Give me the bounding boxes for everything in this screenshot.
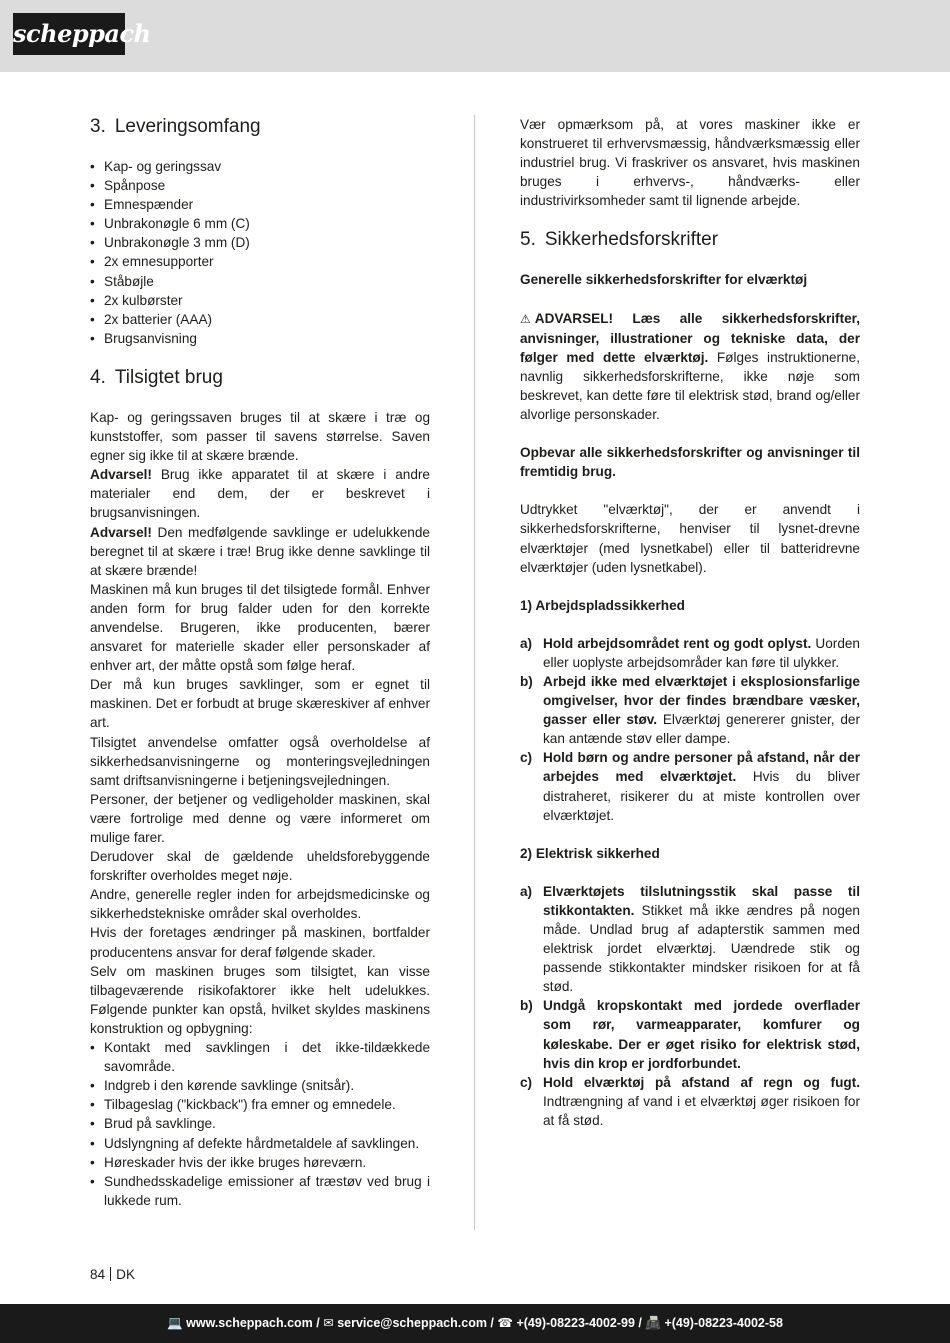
subheading-work-area-safety: 1) Arbejdspladssikkerhed xyxy=(520,597,685,613)
warning-paragraph xyxy=(520,309,860,425)
list-item: • Udslyngning af defekte hårdmetaldele af savklingen. xyxy=(90,1134,430,1153)
list-item: • 2x emnesupporter xyxy=(90,252,430,271)
list-item: c) Hold børn og andre personer på afstand, når der arbejdes med elværktøjet. Hvis du bliver distraheret, risikerer du at miste kontrollen over elværktøjet. xyxy=(520,750,860,823)
fax-icon: 📠 xyxy=(645,1316,661,1330)
section-5-title: Sikkerhedsforskrifter xyxy=(544,229,719,251)
email-link[interactable]: service@scheppach.com / xyxy=(337,1316,494,1330)
list-item: • Sundhedsskadelige emissioner af træstøv ved brug i lukkede rum. xyxy=(90,1172,430,1210)
intended-use-paragraph: Kap- og geringssaven bruges til at skære i træ og kunststoffer, som passer til savens størrelse. Saven egner sig ikke til at skære brænde. xyxy=(90,409,430,464)
list-item: • 2x batterier (AAA) xyxy=(90,310,430,329)
page-number-value: 84 xyxy=(90,1267,106,1282)
section-4-heading xyxy=(90,366,430,390)
list-item: a) Elværktøjets tilslutningsstik skal passe til stikkontakten. Stikket må ikke ændres på nogen måde. Undlad brug af adapterstik sammen med elektrisk jordet elværktøj. Uændrede stik og passende stikkontakter mindsker risikoen for at få stød. xyxy=(520,883,860,995)
page-separator xyxy=(110,1267,111,1281)
right-column xyxy=(520,115,860,1130)
term-paragraph: Udtrykket "elværktøj", der er anvendt i sikkerhedsforskrifterne, henviser til lysnet-drevne elværktøjer (med lysnetkabel) eller til batteridrevne elværktøjer (uden lysnetkabel). xyxy=(520,502,860,575)
section-3-heading xyxy=(90,115,430,139)
list-item: b) Arbejd ikke med elværktøjet i eksplosionsfarlige omgivelser, hvor der findes brændbare væsker, gasser eller støv. Elværktøj genererer gnister, der kan antænde støv eller dampe. xyxy=(520,673,860,747)
paragraph: Maskinen må kun bruges til det tilsigtede formål. Enhver anden form for brug falder uden for den korrekte anvendelse. Brugeren, ikke producenten, bærer ansvaret for materielle skader eller personskader af enhver art, der måtte opstå som følge heraf. xyxy=(90,581,430,674)
list-item: • Høreskader hvis der ikke bruges høreværn. xyxy=(90,1153,430,1172)
list-item: • Brugsanvisning xyxy=(90,329,430,348)
list-item: • Indgreb i den kørende savklinge (snitsår). xyxy=(90,1076,430,1095)
phone-icon: ☎ xyxy=(497,1316,513,1330)
warning-text: Følges instruktionerne, navnlig sikkerhedsforskrifterne, ikke nøje som beskrevet, kan dette føre til elektrisk stød, brand og/eller alvorlige personskader. xyxy=(520,349,860,423)
warning-paragraph-1 xyxy=(90,465,430,522)
paragraph: Tilsigtet anvendelse omfatter også overholdelse af sikkerhedsanvisningerne og monteringsvejledningen samt driftsanvisningerne i betjeningsvejledningen. xyxy=(90,734,430,788)
page-language: DK xyxy=(116,1267,136,1282)
list-item: • Unbrakonøgle 6 mm (C) xyxy=(90,214,430,233)
list-item: • Spånpose xyxy=(90,176,430,195)
delivery-list xyxy=(90,157,430,348)
section-4-number: 4. xyxy=(90,366,106,388)
computer-icon: 💻 xyxy=(167,1316,183,1330)
paragraph: Der må kun bruges savklinger, som er egnet til maskinen. Det er forbudt at bruge skæreskiver af enhver art. xyxy=(90,677,431,731)
residual-risk-list xyxy=(90,1038,430,1210)
phone-number: +(49)-08223-4002-99 / xyxy=(516,1316,642,1330)
mail-icon: ✉ xyxy=(323,1316,334,1330)
list-item: c) Hold elværktøj på afstand af regn og fugt. Indtrængning af vand i et elværktøj øger risikoen for at få stød. xyxy=(520,1074,860,1128)
section-3-number: 3. xyxy=(90,116,106,137)
section-4-title: Tilsigtet brug xyxy=(114,366,223,388)
warning-triangle-icon: ⚠ xyxy=(520,311,531,326)
electrical-safety-list xyxy=(520,882,860,1130)
warning-bold-text: ADVARSEL! Læs alle sikkerhedsforskrifter, anvisninger, illustrationer og tekniske data, der følger med dette elværktøj. xyxy=(520,310,860,365)
list-item: • Tilbageslag ("kickback") fra emner og emnedele. xyxy=(90,1095,430,1114)
work-area-safety-list xyxy=(520,634,860,825)
section-5-number: 5. xyxy=(520,229,536,251)
intro-paragraph: Vær opmærksom på, at vores maskiner ikke er konstrueret til erhvervsmæssig, håndværksmæssig eller industriel brug. Vi fraskriver os ansvaret, hvis maskinen bruges i erhvervs-, håndværks- eller industrivirksomheder samt til lignende arbejde. xyxy=(520,117,860,209)
warning-label: Advarsel! xyxy=(90,524,152,540)
footer-contact-bar xyxy=(0,1304,950,1343)
list-item: • Kap- og geringssav xyxy=(90,157,430,176)
warning-paragraph-2 xyxy=(90,523,430,580)
website-link[interactable]: www.scheppach.com / xyxy=(186,1316,320,1330)
fax-number: +(49)-08223-4002-58 xyxy=(664,1316,783,1330)
section-5-heading xyxy=(520,228,860,252)
list-item: • Brud på savklinge. xyxy=(90,1114,430,1133)
list-item: • Emnespænder xyxy=(90,195,430,214)
section-3-title: Leveringsomfang xyxy=(114,116,261,137)
list-item: a) Hold arbejdsområdet rent og godt oplyst. Uorden eller uoplyste arbejdsområder kan føre til ulykker. xyxy=(520,635,860,670)
general-safety-heading: Generelle sikkerhedsforskrifter for elværktøj xyxy=(520,272,808,288)
paragraph: Derudover skal de gældende uheldsforebyggende forskrifter overholdes meget nøje. xyxy=(90,849,430,884)
left-column xyxy=(90,115,430,1210)
scheppach-logo: scheppach xyxy=(13,13,125,55)
column-divider xyxy=(474,115,475,1230)
paragraph: Hvis der foretages ændringer på maskinen, bortfalder producentens ansvar for deraf følgende skader. xyxy=(90,925,430,960)
list-item: • 2x kulbørster xyxy=(90,291,430,310)
paragraph: Selv om maskinen bruges som tilsigtet, kan visse tilbageværende risikofaktorer ikke helt udelukkes. Følgende punkter kan opstå, hvilket skyldes maskinens konstruktion og opbygning: xyxy=(90,963,430,1036)
paragraph: Personer, der betjener og vedligeholder maskinen, skal være fortrolige med denne og være informeret om mulige farer. xyxy=(90,791,430,845)
header-band xyxy=(0,0,950,72)
subheading-electrical-safety: 2) Elektrisk sikkerhed xyxy=(520,845,660,861)
warning-text: Den medfølgende savklinge er udelukkende beregnet til at skære i træ! Brug ikke denne savklinge til at skære brænde! xyxy=(90,524,430,578)
warning-text: Brug ikke apparatet til at skære i andre materialer end dem, der er beskrevet i brugsanvisningen. xyxy=(90,467,430,521)
list-item: b) Undgå kropskontakt med jordede overflader som rør, varmeapparater, komfurer og køleskabe. Der er øget risiko for elektrisk stød, hvis din krop er jordforbundet. xyxy=(520,998,860,1071)
list-item: • Unbrakonøgle 3 mm (D) xyxy=(90,233,430,252)
page-number xyxy=(90,1265,135,1284)
keep-instructions-paragraph: Opbevar alle sikkerhedsforskrifter og anvisninger til fremtidig brug. xyxy=(520,445,860,480)
warning-label: Advarsel! xyxy=(90,467,152,483)
list-item: • Kontakt med savklingen i det ikke-tildækkede savområde. xyxy=(90,1038,430,1076)
paragraph: Andre, generelle regler inden for arbejdsmedicinske og sikkerhedstekniske områder skal overholdes. xyxy=(90,887,430,922)
list-item: • Ståbøjle xyxy=(90,272,430,291)
